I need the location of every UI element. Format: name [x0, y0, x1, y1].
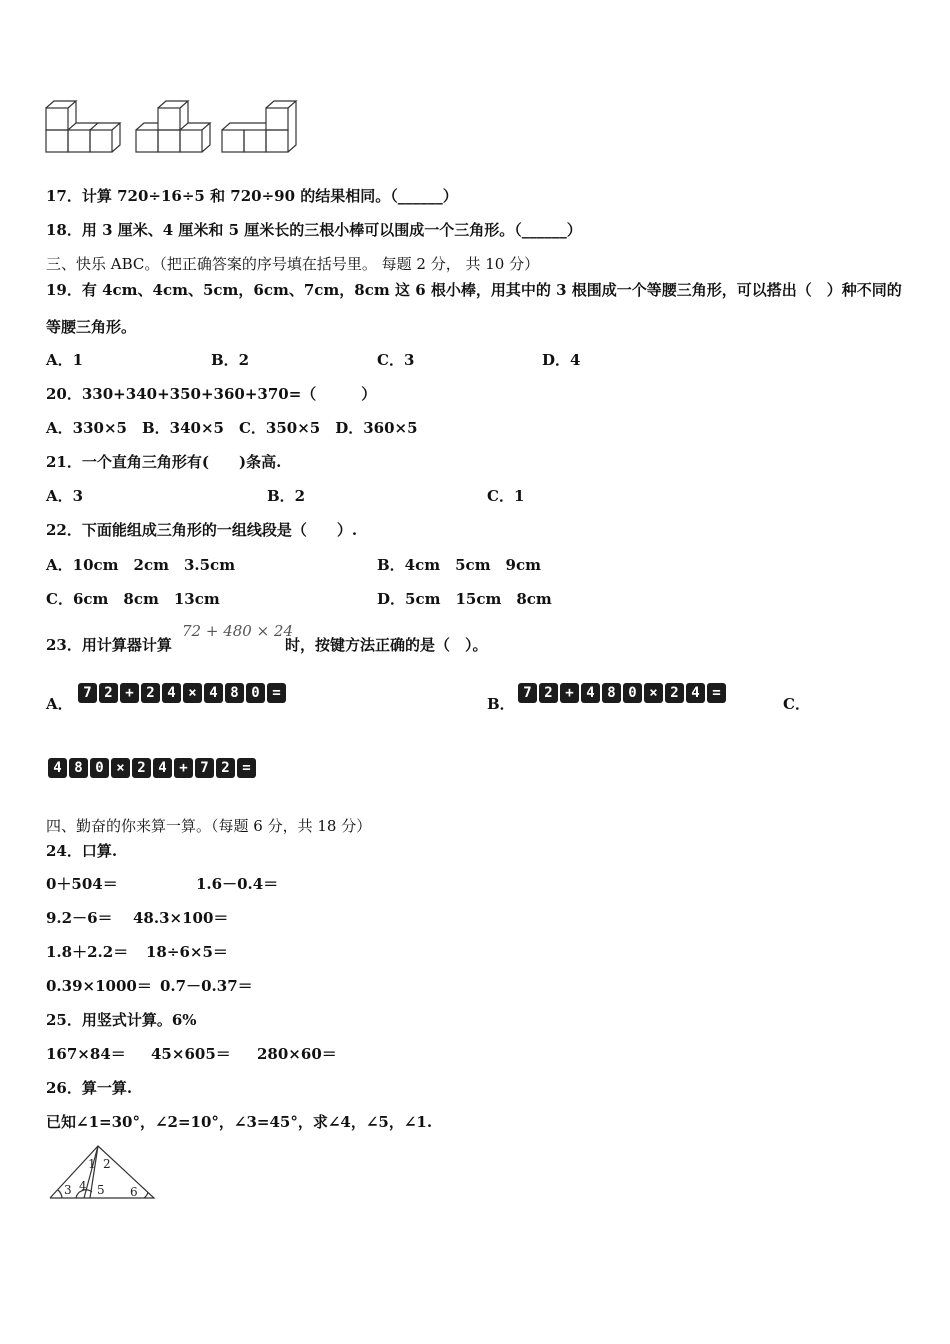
question-18: 18．用 3 厘米、4 厘米和 5 厘米长的三根小棒可以围成一个三角形。（______）	[46, 221, 582, 239]
q23-keys-c	[48, 758, 258, 778]
q23-keys-a	[78, 683, 288, 703]
q19-option-a: A．1	[46, 351, 84, 369]
question-19-line1: 19．有 4cm、4cm、5cm，6cm、7cm，8cm 这 6 根小棒，用其中的 3 根围成一个等腰三角形，可以搭出（ ）种不同的	[46, 281, 902, 299]
q23-keys-b	[518, 683, 728, 703]
key: 7	[518, 683, 537, 703]
key: ×	[644, 683, 663, 703]
key: 2	[665, 683, 684, 703]
key: 4	[153, 758, 172, 778]
angle-label: 6	[130, 1185, 138, 1199]
angle-label: 2	[103, 1157, 111, 1171]
q24-item: 1.6－0.4＝	[196, 875, 279, 893]
q23-option-c-label: C．	[783, 695, 810, 713]
key: +	[560, 683, 579, 703]
key: 4	[204, 683, 223, 703]
key: 4	[686, 683, 705, 703]
key: 0	[623, 683, 642, 703]
question-23-suffix: 时，按键方法正确的是（ ）。	[285, 636, 488, 654]
q21-option-a: A．3	[46, 487, 84, 505]
q21-option-b: B．2	[267, 487, 306, 505]
angle-label: 1	[88, 1157, 96, 1171]
section-3-heading: 三、快乐 ABC。（把正确答案的序号填在括号里。 每题 2 分， 共 10 分）	[46, 255, 540, 273]
key: 2	[216, 758, 235, 778]
key: =	[707, 683, 726, 703]
key: 8	[69, 758, 88, 778]
key: ×	[183, 683, 202, 703]
q24-item: 1.8＋2.2＝	[46, 943, 129, 961]
q23-formula: 72 + 480 × 24	[182, 622, 294, 640]
section-4-heading: 四、勤奋的你来算一算。（每题 6 分，共 18 分）	[46, 817, 372, 835]
angle-label: 3	[64, 1183, 72, 1197]
q22-option-b: B．4cm 5cm 9cm	[377, 556, 542, 574]
q19-option-c: C．3	[377, 351, 415, 369]
q24-item: 9.2－6＝	[46, 909, 113, 927]
q24-item: 48.3×100＝	[133, 909, 229, 927]
key: 7	[78, 683, 97, 703]
key: 8	[225, 683, 244, 703]
q25-item: 280×60＝	[257, 1045, 337, 1063]
question-20: 20．330+340+350+360+370=（ ）	[46, 385, 377, 403]
q19-option-d: D．4	[542, 351, 581, 369]
q22-option-c: C．6cm 8cm 13cm	[46, 590, 220, 608]
key: 0	[246, 683, 265, 703]
key: 2	[141, 683, 160, 703]
q24-item: 0.39×1000＝	[46, 977, 152, 995]
q23-option-b-label: B．	[487, 695, 515, 713]
cube-figure-1	[46, 101, 120, 152]
q23-option-a-label: A．	[46, 695, 73, 713]
q21-option-c: C．1	[487, 487, 525, 505]
triangle-figure	[48, 1142, 160, 1204]
key: +	[120, 683, 139, 703]
q25-item: 45×605＝	[151, 1045, 231, 1063]
key: 4	[581, 683, 600, 703]
q20-options: A．330×5 B．340×5 C．350×5 D．360×5	[46, 419, 418, 437]
question-21: 21．一个直角三角形有( )条高.	[46, 453, 282, 471]
key: 0	[90, 758, 109, 778]
key: 7	[195, 758, 214, 778]
question-26-text: 已知∠1=30°，∠2=10°，∠3=45°，求∠4，∠5，∠1.	[46, 1113, 433, 1131]
q24-item: 0＋504＝	[46, 875, 118, 893]
key: 2	[539, 683, 558, 703]
q22-option-a: A．10cm 2cm 3.5cm	[46, 556, 236, 574]
key: 2	[132, 758, 151, 778]
key: =	[237, 758, 256, 778]
key: 8	[602, 683, 621, 703]
cube-figures	[44, 98, 300, 156]
question-24-title: 24．口算.	[46, 842, 118, 860]
cube-figure-3	[222, 101, 296, 152]
question-19-line2: 等腰三角形。	[46, 318, 137, 336]
question-23-prefix: 23．用计算器计算	[46, 636, 172, 654]
key: 4	[48, 758, 67, 778]
key: 2	[99, 683, 118, 703]
angle-label: 5	[97, 1183, 105, 1197]
question-25-title: 25．用竖式计算。6%	[46, 1011, 197, 1029]
key: +	[174, 758, 193, 778]
key: ×	[111, 758, 130, 778]
key: =	[267, 683, 286, 703]
q24-item: 18÷6×5＝	[146, 943, 228, 961]
angle-label: 4	[79, 1179, 87, 1193]
q25-item: 167×84＝	[46, 1045, 126, 1063]
question-26-title: 26．算一算.	[46, 1079, 133, 1097]
q22-option-d: D．5cm 15cm 8cm	[377, 590, 552, 608]
cube-figure-2	[136, 101, 210, 152]
key: 4	[162, 683, 181, 703]
question-22: 22．下面能组成三角形的一组线段是（ ）.	[46, 521, 358, 539]
q19-option-b: B．2	[211, 351, 250, 369]
question-17: 17．计算 720÷16÷5 和 720÷90 的结果相同。（______）	[46, 187, 458, 205]
q24-item: 0.7－0.37＝	[160, 977, 253, 995]
